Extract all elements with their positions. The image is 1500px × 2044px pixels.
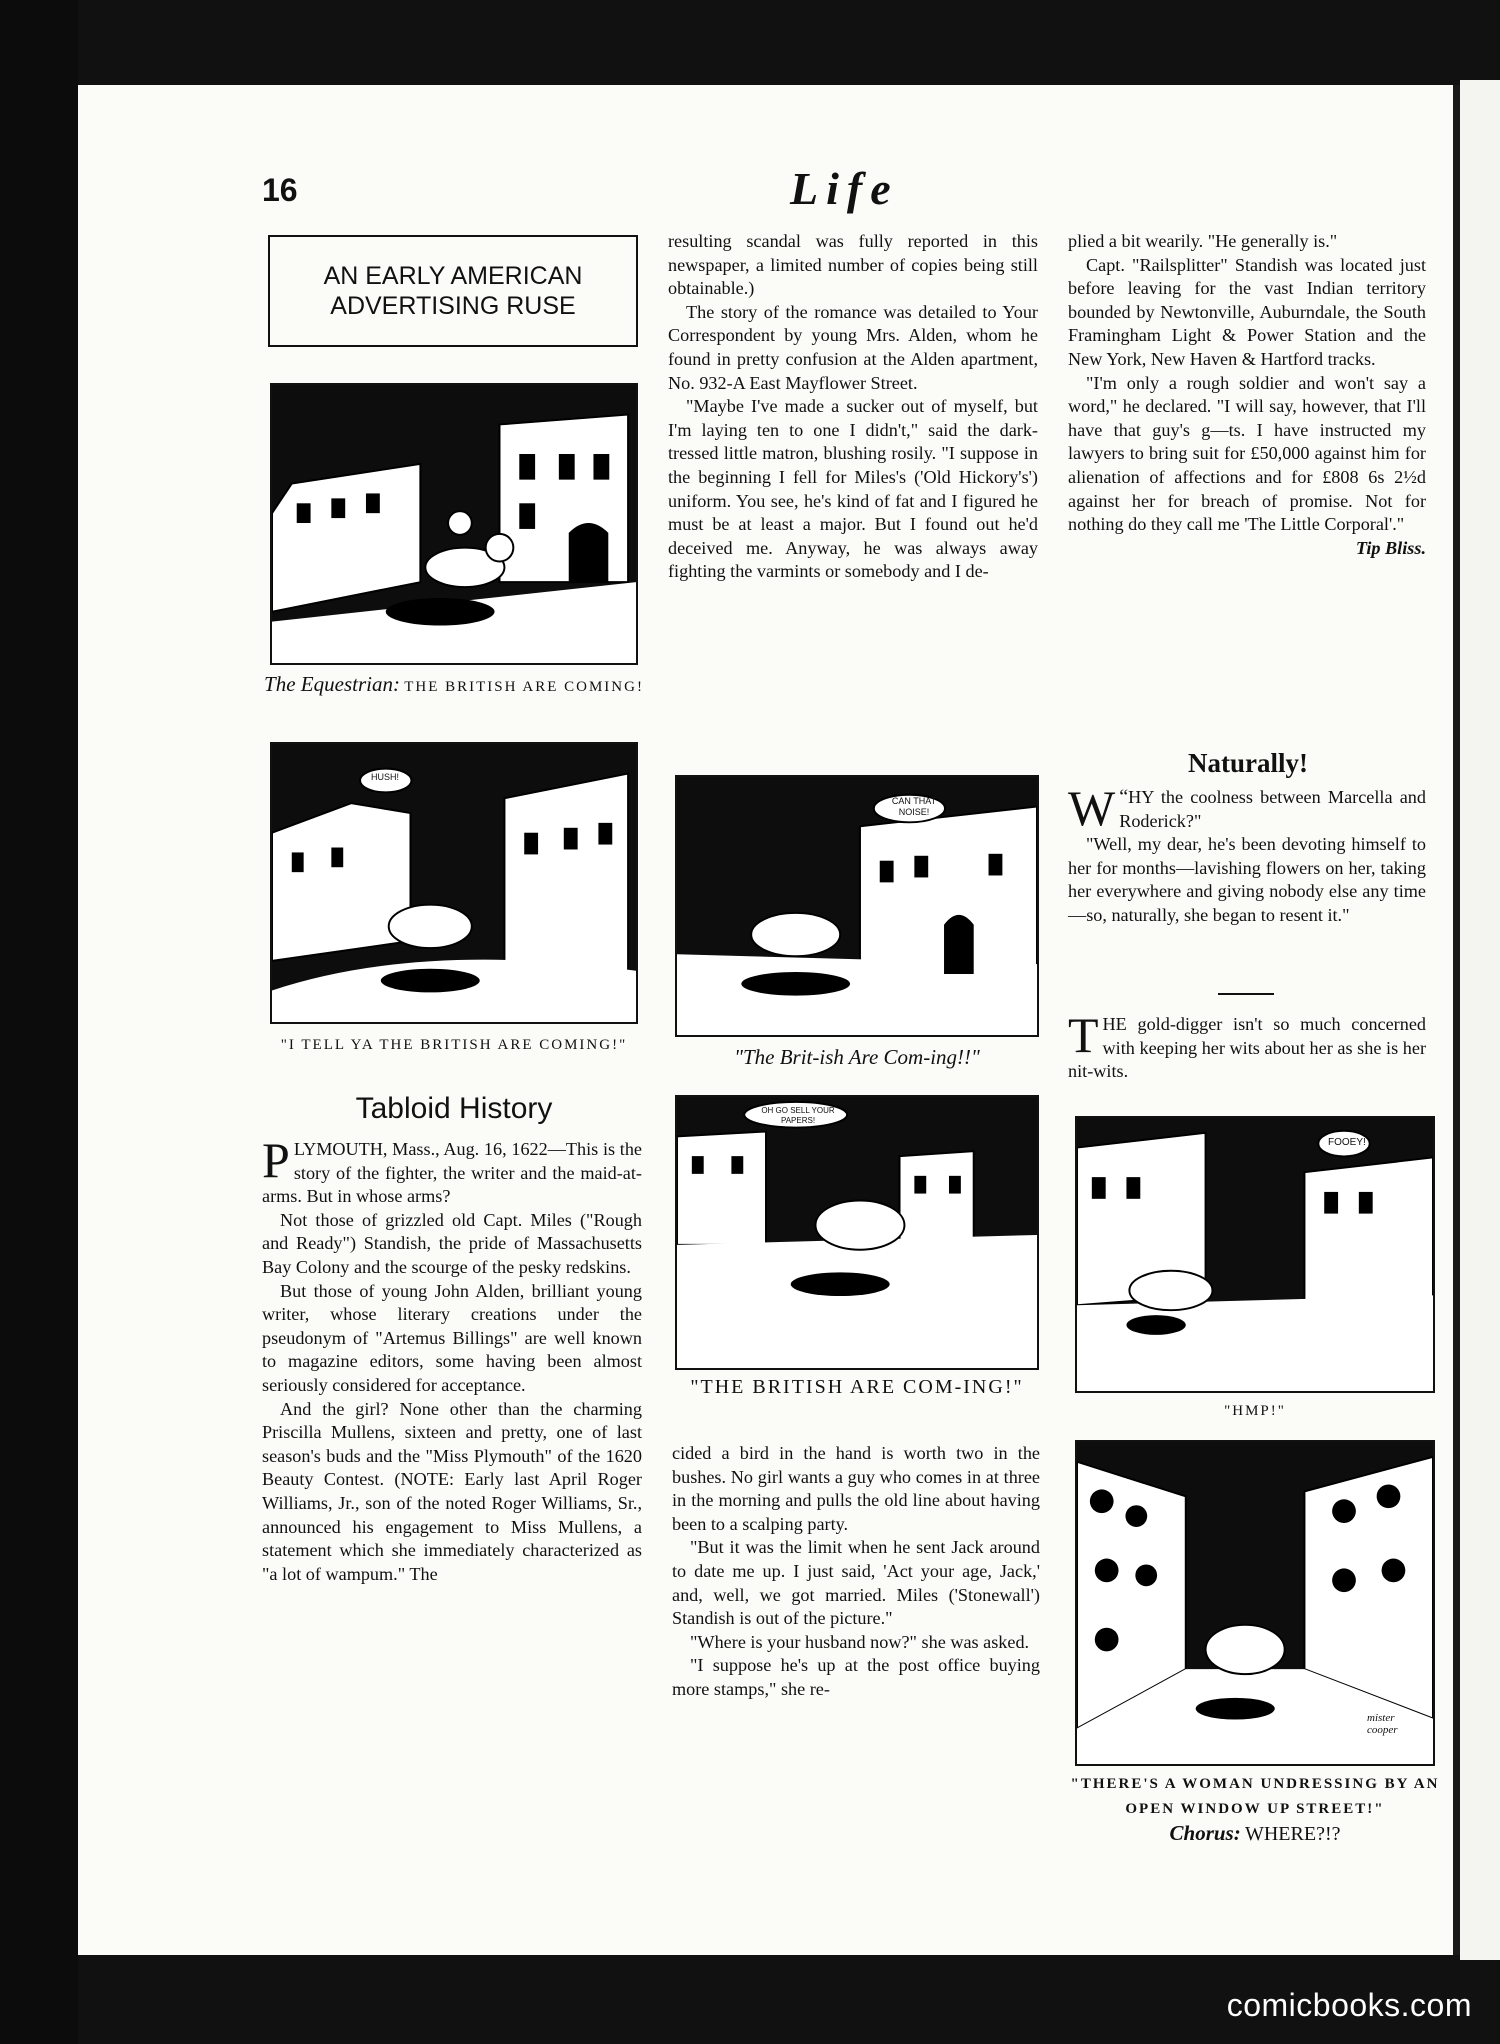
- ruse-title-box: [268, 235, 638, 347]
- panel-3-balloon: CAN THAT NOISE!: [891, 796, 937, 817]
- panel-1-caption-rest: THE BRITISH ARE COMING!: [404, 679, 644, 695]
- comic-panel-1: [270, 383, 638, 665]
- panel-5-caption: [1065, 1398, 1445, 1423]
- equestrian-illustration: [272, 385, 636, 663]
- naturally-heading: Naturally!: [1188, 748, 1308, 778]
- tabloid-col1-para-2: Not those of grizzled old Capt. Miles ("Rough and Ready") Standish, the pride of Massachusetts Bay Colony and the scourge of the pesky redskins.: [262, 1209, 642, 1277]
- panel-6-chorus-rest: WHERE?!?: [1244, 1823, 1341, 1845]
- masthead-title: Life: [790, 163, 899, 214]
- tabloid-col2b-para-3: "Where is your husband now?" she was asked.: [690, 1631, 1030, 1652]
- tabloid-col2b-para-4: "I suppose he's up at the post office buying more stamps," she re-: [672, 1655, 1040, 1699]
- naturally-column: [1068, 780, 1426, 928]
- tabloid-column-3: [1068, 230, 1426, 560]
- tabloid-column-2-bottom: [672, 1442, 1040, 1702]
- panel-4-caption-text: "THE BRITISH ARE COM-ING!": [690, 1376, 1024, 1398]
- panel-2-caption-text: "I TELL YA THE BRITISH ARE COMING!": [280, 1037, 628, 1053]
- page-number: 16: [262, 172, 298, 208]
- panel-4-balloon: OH GO SELL YOUR PAPERS!: [761, 1106, 835, 1125]
- page-gutter: [1453, 85, 1460, 1955]
- tabloid-col2b-para-2: "But it was the limit when he sent Jack around to date me up. I just said, 'Act your age, Jack,' and, well, we got married. Miles ('Stonewall') Standish is out of the picture.": [672, 1537, 1040, 1629]
- comic-panel-6: [1075, 1440, 1435, 1766]
- panel-5-caption-text: "HMP!": [1224, 1403, 1286, 1419]
- panel-6-caption: [1065, 1771, 1445, 1847]
- tabloid-col2-para-3: "Maybe I've made a sucker out of myself, but I'm laying ten to one I didn't," said the dark-tressed little matron, blushing rosily. "I suppose in the beginning I fell for Miles's ('Old Hickory's') uniform. You see, he's kind of fat and I figured he must be at least a major. But I found out he'd deceived me. Anyway, he was always away fighting the varmints or somebody and I de-: [668, 396, 1038, 582]
- scan-left-margin: [0, 0, 78, 2044]
- tabloid-column-2-top: [668, 230, 1038, 584]
- comic-panel-4: [675, 1095, 1039, 1370]
- tabloid-column-1: [262, 1132, 642, 1586]
- golddigger-text: HE gold-digger isn't so much concerned with keeping her wits about her as she is her nit-wits.: [1068, 1014, 1426, 1082]
- artist-signature: mister cooper: [1367, 1712, 1398, 1736]
- next-page-edge: [1460, 80, 1500, 1960]
- panel-3-caption: [665, 1045, 1049, 1071]
- hush-illustration: [272, 744, 636, 1022]
- golddigger-dropcap: T: [1068, 1007, 1099, 1063]
- golddigger-para: [1068, 1007, 1426, 1084]
- comic-panel-2: [270, 742, 638, 1024]
- newsboy-illustration: [677, 1097, 1037, 1368]
- golddigger-column: [1068, 1007, 1426, 1084]
- tabloid-col2-para-2: The story of the romance was detailed to Your Correspondent by young Mrs. Alden, whom he found in pretty confusion at the Alden apartment, No. 932-A East Mayflower Street.: [668, 301, 1038, 393]
- fooey-illustration: [1077, 1118, 1433, 1391]
- panel-4-caption: [665, 1375, 1049, 1399]
- panel-1-caption-lead: The Equestrian:: [264, 672, 400, 696]
- site-watermark: comicbooks.com: [1226, 1987, 1472, 2023]
- noise-illustration: [677, 777, 1037, 1035]
- tabloid-col1-para-1-text: LYMOUTH, Mass., Aug. 16, 1622—This is the story of the fighter, the writer and the maid-at-arms. But in whose arms?: [262, 1139, 642, 1207]
- panel-3-caption-text: "The Brit-ish Are Com-ing!!": [734, 1045, 980, 1069]
- comic-panel-5: [1075, 1116, 1435, 1393]
- tabloid-col3-para-2: Capt. "Railsplitter" Standish was located just before leaving for the vast Indian territory bounded by Newtonville, Auburndale, the South Framingham Light & Power Station and the New York, New Haven & Hartford tracks.: [1068, 254, 1426, 369]
- section-divider: [1218, 993, 1274, 995]
- tabloid-col2b-para-1: cided a bird in the hand is worth two in the bushes. No girl wants a guy who comes in at three in the morning and pulls the old line about having been to a scalping party.: [672, 1443, 1040, 1534]
- tabloid-col3-para-3: "I'm only a rough soldier and won't say a word," he declared. "I will say, however, that I'll have that guy's g—ts. I have instructed my lawyers to bring suit for £50,000 against him for alienation of affections and for £808 6s 2½d against her for breach of promise. Not for nothing do they call me 'The Little Corporal'.": [1068, 372, 1426, 535]
- panel-6-caption-text: "THERE'S A WOMAN UNDRESSING BY AN OPEN WINDOW UP STREET!": [1070, 1776, 1440, 1817]
- panel-5-balloon: FOOEY!: [1328, 1137, 1366, 1148]
- tabloid-heading: Tabloid History: [355, 1092, 553, 1125]
- tabloid-signature: Tip Bliss.: [1355, 537, 1426, 558]
- panel-2-balloon: HUSH!: [371, 772, 400, 782]
- naturally-para-2: "Well, my dear, he's been devoting himself to her for months—lavishing flowers on her, taking her everywhere and giving nobody else any time—so, naturally, she began to resent it.": [1068, 834, 1426, 925]
- tabloid-col3-para-1: plied a bit wearily. "He generally is.": [1068, 231, 1338, 251]
- panel-1-caption: [262, 672, 646, 699]
- tabloid-dropcap: P: [262, 1132, 290, 1188]
- comic-panel-3: [675, 775, 1039, 1037]
- panel-6-chorus-lead: Chorus:: [1169, 1821, 1241, 1845]
- naturally-para-1-text: HY the coolness between Marcella and Roderick?": [1119, 787, 1426, 831]
- naturally-para-1: “ W HY the coolness between Marcella and Roderick?": [1068, 780, 1426, 836]
- naturally-dropcap: W: [1068, 780, 1116, 836]
- tabloid-col1-para-4: And the girl? None other than the charming Priscilla Mullens, sixteen and pretty, one of last season's buds and the "Miss Plymouth" of the 1620 Beauty Contest. (NOTE: Early last April Roger Williams, Jr., son of the noted Roger Williams, Sr., announced his engagement to Miss Mullens, a statement which she immediately characterized as "a lot of wampum." The: [262, 1398, 642, 1584]
- tabloid-col2-para-1: resulting scandal was fully reported in this newspaper, a limited number of copies being still obtainable.): [668, 231, 1038, 299]
- panel-2-caption: [262, 1032, 646, 1057]
- tabloid-col1-para-1: [262, 1132, 642, 1209]
- ruse-title: AN EARLY AMERICAN ADVERTISING RUSE: [323, 262, 583, 320]
- tabloid-col1-para-3: But those of young John Alden, brilliant young writer, whose literary creations under the pseudonym of "Artemus Billings" are well known to magazine editors, some having been almost seriously considered for acceptance.: [262, 1280, 642, 1395]
